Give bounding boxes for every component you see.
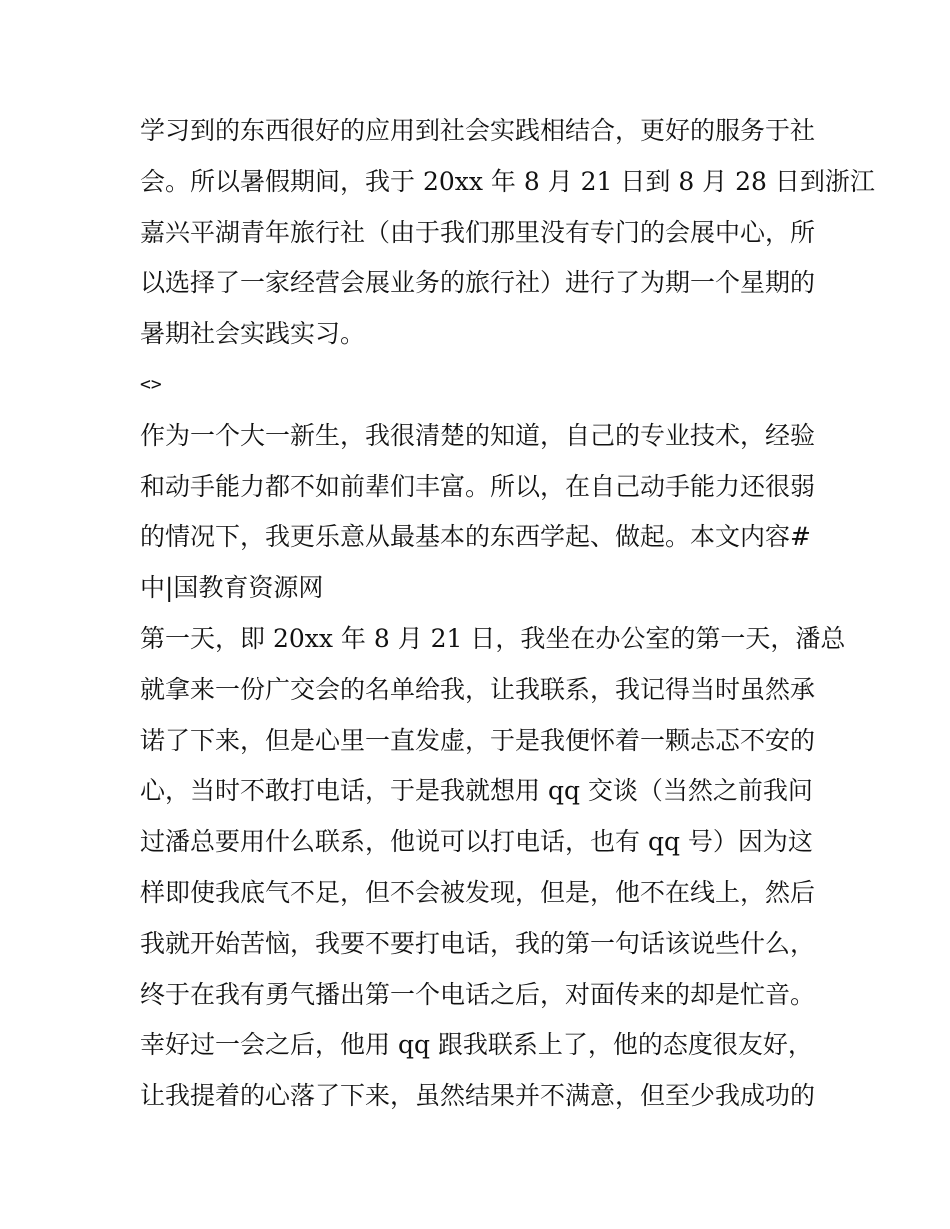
body-text [140, 106, 875, 1122]
text-line: 终于在我有勇气播出第一个电话之后，对面传来的却是忙音。 [140, 979, 816, 1009]
text-line: 以选择了一家经营会展业务的旅行社）进行了为期一个星期的 [140, 268, 816, 298]
text-line: 让我提着的心落了下来，虽然结果并不满意，但至少我成功的 [140, 1081, 816, 1111]
text-line: 中|国教育资源网 [140, 573, 324, 603]
text-line: 样即使我底气不足，但不会被发现，但是，他不在线上，然后 [140, 877, 816, 907]
text-line: 学习到的东西很好的应用到社会实践相结合，更好的服务于社 [140, 116, 816, 145]
text-line: 过潘总要用什么联系，他说可以打电话，也有 qq 号）因为这 [140, 827, 813, 857]
text-line: 会。所以暑假期间，我于 20xx 年 8 月 21 日到 8 月 28 日到浙江 [140, 166, 875, 196]
text-line: <> [140, 373, 162, 395]
text-line: 我就开始苦恼，我要不要打电话，我的第一句话该说些什么， [140, 928, 816, 958]
text-line: 就拿来一份广交会的名单给我，让我联系，我记得当时虽然承 [140, 674, 816, 704]
text-line: 第一天，即 20xx 年 8 月 21 日，我坐在办公室的第一天，潘总 [140, 623, 846, 653]
text-line: 嘉兴平湖青年旅行社（由于我们那里没有专门的会展中心，所 [140, 217, 816, 247]
text-line: 和动手能力都不如前辈们丰富。所以，在自己动手能力还很弱 [140, 471, 816, 501]
text-line: 诺了下来，但是心里一直发虚，于是我便怀着一颗忐忑不安的 [140, 725, 816, 755]
text-line: 暑期社会实践实习。 [140, 319, 366, 349]
text-line: 幸好过一会之后，他用 qq 跟我联系上了，他的态度很友好， [140, 1030, 813, 1060]
text-line: 作为一个大一新生，我很清楚的知道，自己的专业技术，经验 [140, 420, 816, 450]
text-line: 的情况下，我更乐意从最基本的东西学起、做起。本文内容# [140, 522, 811, 552]
text-line: 心，当时不敢打电话，于是我就想用 qq 交谈（当然之前我问 [140, 776, 813, 806]
